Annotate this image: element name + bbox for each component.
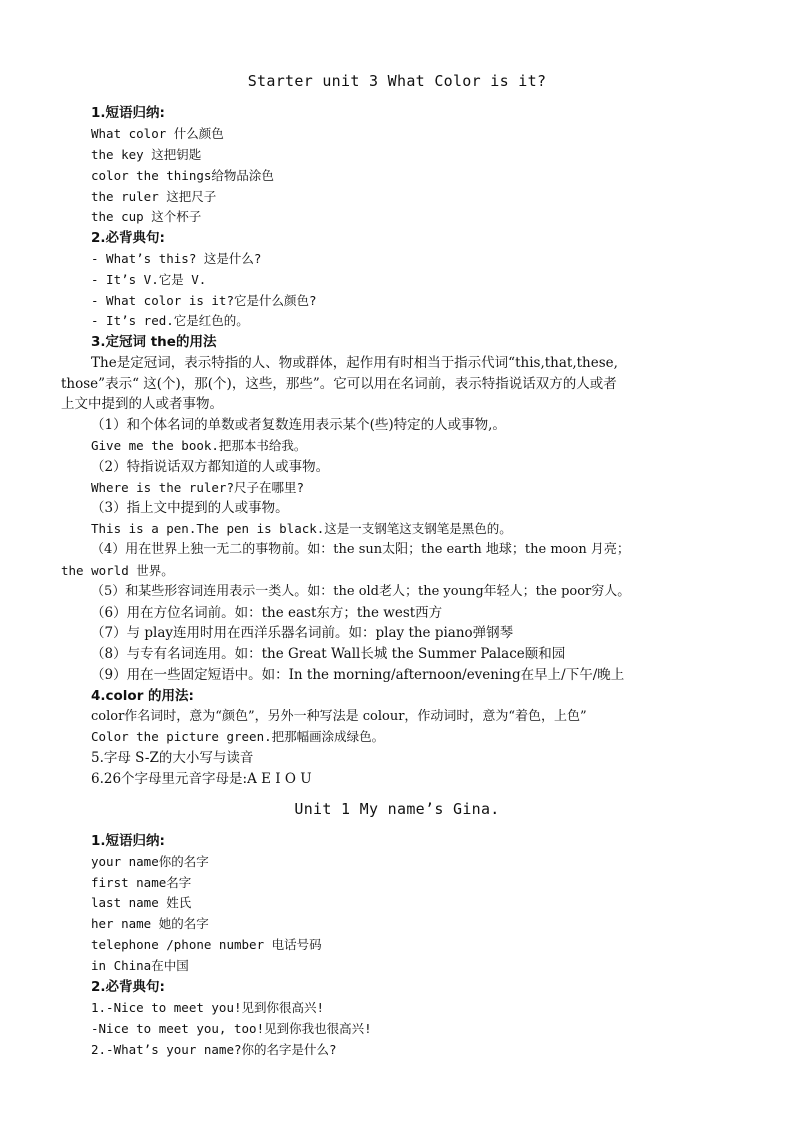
- phrase-line: your name你的名字: [91, 854, 209, 869]
- phrase-line: the key 这把钥匙: [91, 147, 202, 162]
- usage-item: （2）特指说话双方都知道的人或事物。: [91, 459, 330, 475]
- usage-item: （9）用在一些固定短语中。如：In the morning/afternoon/evening在早上/下午/晚上: [91, 667, 625, 683]
- paragraph-line: 6.26个字母里元音字母是:A E I O U: [91, 771, 312, 787]
- heading-key-sentences: 2.必背典句:: [91, 979, 165, 995]
- heading-definite-article: 3.定冠词 the的用法: [91, 334, 217, 350]
- paragraph-line: The是定冠词，表示特指的人、物或群体，起作用有时相当于指示代词“this,that,these,: [91, 355, 618, 371]
- phrase-line: her name 她的名字: [91, 916, 209, 931]
- paragraph-line: 上文中提到的人或者事物。: [61, 396, 223, 412]
- sentence-line: 1.-Nice to meet you!见到你很高兴!: [91, 1000, 325, 1015]
- usage-item: （3）指上文中提到的人或事物。: [91, 500, 289, 516]
- heading-phrases: 1.短语归纳:: [91, 105, 165, 121]
- usage-item: （5）和某些形容词连用表示一类人。如：the old老人；the young年轻人；the poor穷人。: [91, 584, 631, 599]
- usage-item: （7）与 play连用时用在西洋乐器名词前。如：play the piano弹钢琴: [91, 625, 514, 641]
- sentence-line: - What’s this? 这是什么?: [91, 251, 262, 266]
- sentence-line: - It’s red.它是红色的。: [91, 313, 249, 328]
- usage-example: Where is the ruler?尺子在哪里?: [91, 480, 305, 495]
- sentence-line: -Nice to meet you, too!见到你我也很高兴!: [91, 1021, 372, 1036]
- phrase-line: the ruler 这把尺子: [91, 189, 217, 204]
- heading-color-usage: 4.color 的用法:: [91, 688, 194, 704]
- usage-item: （4）用在世界上独一无二的事物前。如：the sun太阳；the earth 地球；the moon 月亮；: [91, 542, 630, 557]
- phrase-line: first name名字: [91, 875, 192, 890]
- paragraph-line: 5.字母 S-Z的大小写与读音: [91, 750, 254, 766]
- usage-example: Give me the book.把那本书给我。: [91, 438, 307, 453]
- usage-example: Color the picture green.把那幅画涂成绿色。: [91, 729, 385, 744]
- heading-key-sentences: 2.必背典句:: [91, 230, 165, 246]
- usage-item: （8）与专有名词连用。如：the Great Wall长城 the Summer Palace颐和园: [91, 646, 566, 662]
- section-title-starter-unit-3: Starter unit 3 What Color is it?: [247, 72, 547, 90]
- sentence-line: 2.-What’s your name?你的名字是什么?: [91, 1042, 337, 1057]
- sentence-line: - What color is it?它是什么颜色?: [91, 293, 317, 308]
- phrase-line: last name 姓氏: [91, 895, 192, 910]
- heading-phrases: 1.短语归纳:: [91, 833, 165, 849]
- phrase-line: the cup 这个杯子: [91, 209, 202, 224]
- section-title-unit-1: Unit 1 My name’s Gina.: [294, 800, 500, 818]
- phrase-line: in China在中国: [91, 958, 189, 973]
- phrase-line: telephone /phone number 电话号码: [91, 937, 322, 952]
- usage-item-continued: the world 世界。: [61, 563, 174, 578]
- paragraph-line: color作名词时，意为“颜色”，另外一种写法是 colour，作动词时，意为“着色，上色”: [91, 709, 587, 724]
- phrase-line: What color 什么颜色: [91, 126, 224, 141]
- usage-item: （1）和个体名词的单数或者复数连用表示某个(些)特定的人或事物,。: [91, 417, 506, 433]
- sentence-line: - It’s V.它是 V.: [91, 272, 207, 287]
- phrase-line: color the things给物品涂色: [91, 168, 274, 183]
- usage-example: This is a pen.The pen is black.这是一支钢笔这支钢笔是黑色的。: [91, 521, 512, 536]
- paragraph-line: those”表示“ 这(个)，那(个)，这些，那些”。它可以用在名词前，表示特指说话双方的人或者: [61, 376, 617, 392]
- usage-item: （6）用在方位名词前。如：the east东方；the west西方: [91, 605, 443, 621]
